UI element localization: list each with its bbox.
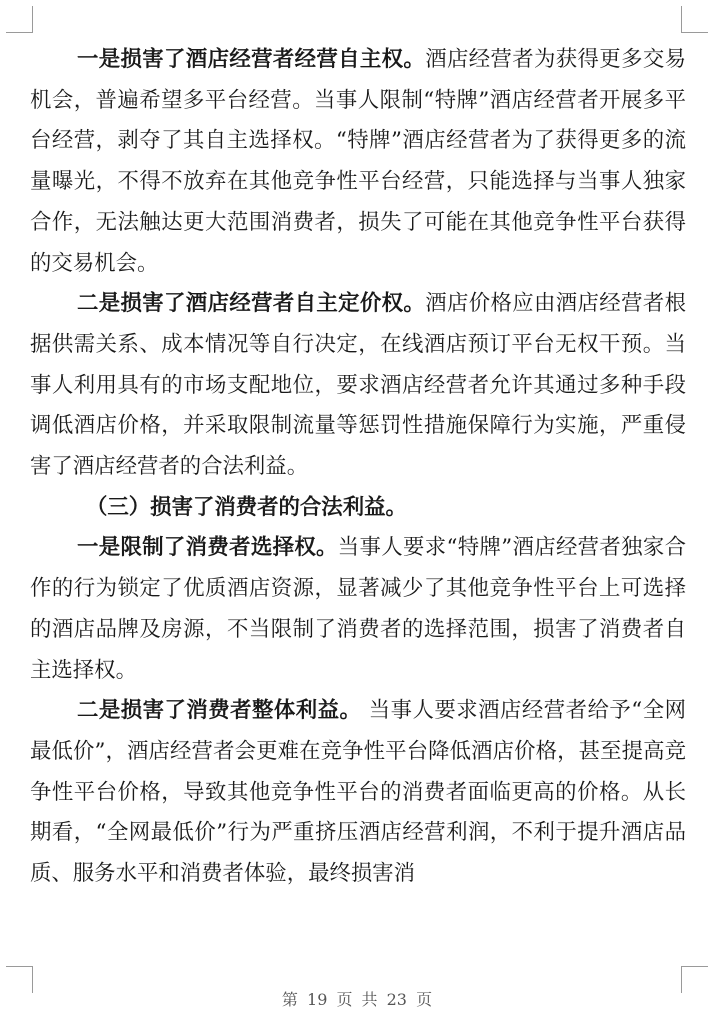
paragraph-text: 当事人要求酒店经营者给予“全网最低价”，酒店经营者会更难在竞争性平台降低酒店价格，甚至提高竞争性平台价格，导致其他竞争性平台的消费者面临更高的价格。从长期看，“全网最低价”行为严重挤压酒店经营利润，不利于提升酒店品质、服务水平和消费者体验，最终损害消	[30, 698, 686, 887]
document-body	[30, 40, 686, 895]
paragraph-text: 酒店经营者为获得更多交易机会，普遍希望多平台经营。当事人限制“特牌”酒店经营者开展多平台经营，剥夺了其自主选择权。“特牌”酒店经营者为了获得更多的流量曝光，不得不放弃在其他竞争性平台经营，只能选择与当事人独家合作，无法触达更大范围消费者，损失了可能在其他竞争性平台获得的交易机会。	[30, 47, 686, 276]
paragraph-heading: 二是损害了酒店经营者自主定价权。	[77, 291, 426, 317]
paragraph-hotel-pricing	[30, 284, 686, 488]
paragraph-heading: 一是限制了消费者选择权。	[77, 535, 338, 561]
paragraph-heading: 二是损害了消费者整体利益。	[77, 698, 362, 724]
paragraph-consumer-choice	[30, 528, 686, 691]
section-heading-consumer-interests: （三）损害了消费者的合法利益。	[86, 494, 407, 520]
crop-mark-top-right	[681, 6, 708, 33]
crop-mark-top-left	[6, 6, 33, 33]
paragraph-consumer-welfare	[30, 691, 686, 895]
paragraph-heading: 一是损害了酒店经营者经营自主权。	[77, 47, 426, 72]
page-number-footer: 第 19 页 共 23 页	[281, 990, 433, 1009]
paragraph-text: 当事人要求“特牌”酒店经营者独家合作的行为锁定了优质酒店资源，显著减少了其他竞争性平台上可选择的酒店品牌及房源，不当限制了消费者的选择范围，损害了消费者自主选择权。	[30, 535, 686, 683]
paragraph-text: 酒店价格应由酒店经营者根据供需关系、成本情况等自行决定，在线酒店预订平台无权干预。当事人利用具有的市场支配地位，要求酒店经营者允许其通过多种手段调低酒店价格，并采取限制流量等惩罚性措施保障行为实施，严重侵害了酒店经营者的合法利益。	[30, 291, 686, 480]
paragraph-hotel-autonomy	[30, 40, 686, 284]
